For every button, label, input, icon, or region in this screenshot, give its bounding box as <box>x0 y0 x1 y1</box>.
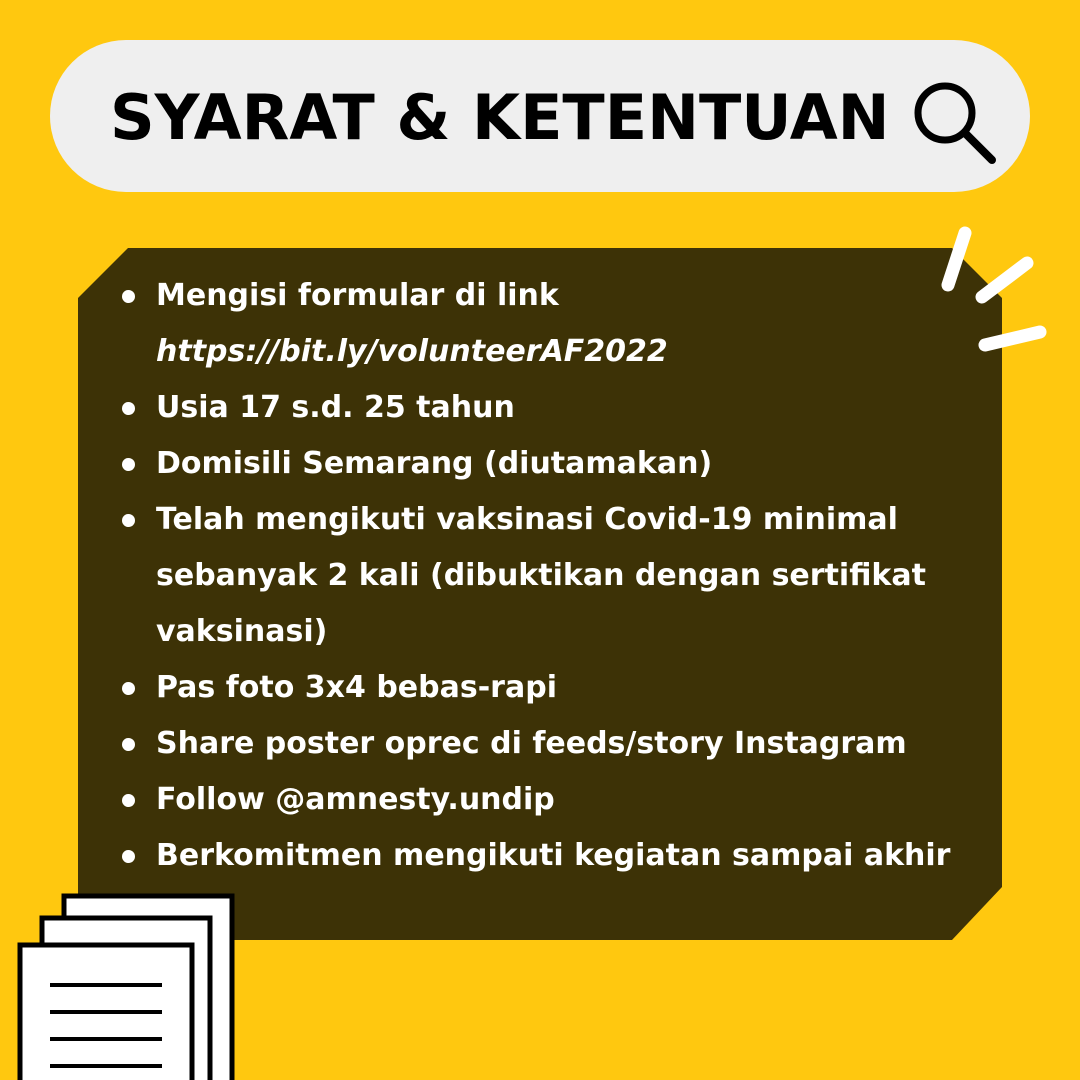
list-item-text: Share poster oprec di feeds/story Instagram <box>156 726 907 761</box>
registration-link: https://bit.ly/volunteerAF2022 <box>156 334 668 369</box>
list-item <box>118 268 978 380</box>
list-item <box>118 716 978 772</box>
list-item-text: sebanyak 2 kali (dibuktikan dengan sertifikat <box>156 558 926 593</box>
bullet <box>122 290 135 303</box>
list-item <box>118 660 978 716</box>
list-item-text: vaksinasi) <box>156 614 328 649</box>
bullet <box>122 682 135 695</box>
list-item-text: Berkomitmen mengikuti kegiatan sampai akhir <box>156 838 951 873</box>
list-item <box>118 436 978 492</box>
bullet <box>122 850 135 863</box>
list-item-text: Usia 17 s.d. 25 tahun <box>156 390 515 425</box>
bullet <box>122 794 135 807</box>
list-item-text: Pas foto 3x4 bebas-rapi <box>156 670 557 705</box>
bullet <box>122 402 135 415</box>
bullet <box>122 458 135 471</box>
list-item-text: Domisili Semarang (diutamakan) <box>156 446 713 481</box>
list-item-text: Follow @amnesty.undip <box>156 782 555 817</box>
list-item <box>118 380 978 436</box>
page-title: SYARAT & KETENTUAN <box>110 81 890 154</box>
list-item-text: Mengisi formular di link <box>156 278 559 313</box>
bullet <box>122 738 135 751</box>
list-item <box>118 828 978 884</box>
list-item <box>118 492 978 660</box>
requirements-list <box>118 268 978 884</box>
bullet <box>122 514 135 527</box>
list-item-text: Telah mengikuti vaksinasi Covid-19 minimal <box>156 502 898 537</box>
list-item <box>118 772 978 828</box>
